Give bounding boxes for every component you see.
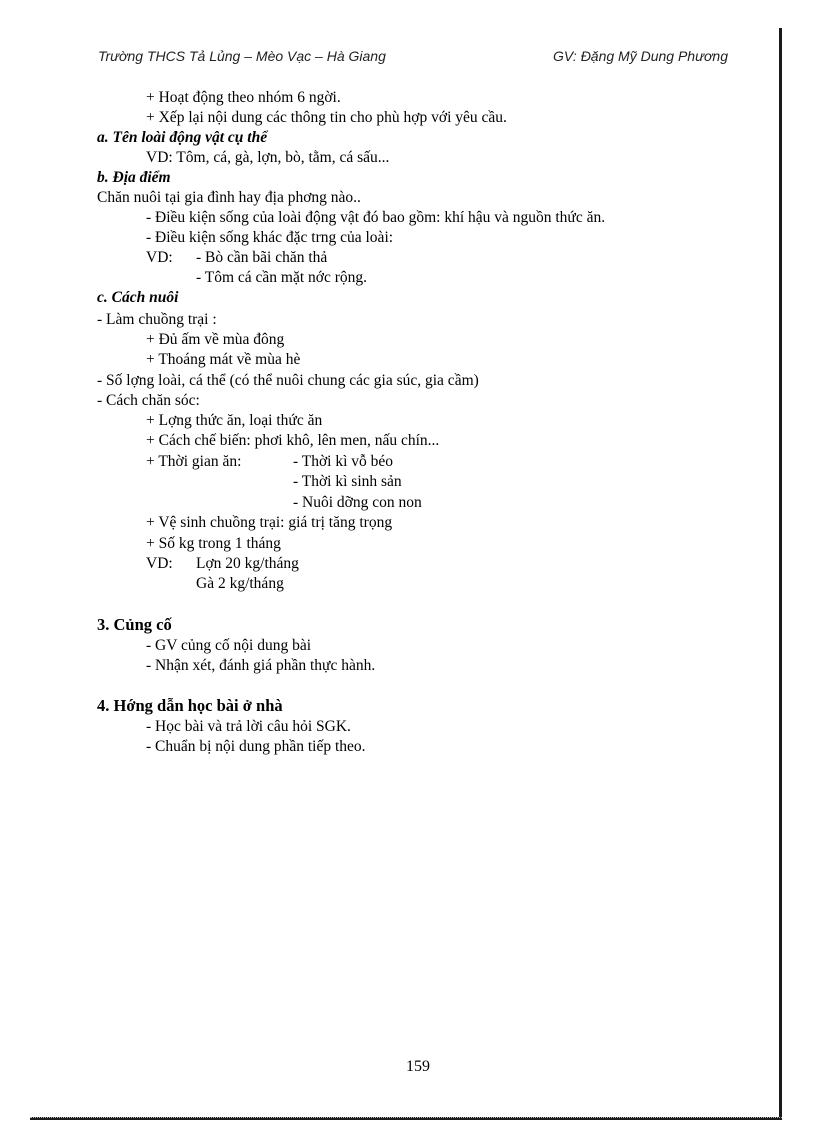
text-line: + Lợng thức ăn, loại thức ăn — [146, 412, 323, 429]
text-line: - GV củng cố nội dung bài — [146, 637, 312, 654]
text-line: - Làm chuồng trại : — [97, 311, 217, 328]
text-line: - Bò cần bãi chăn thả — [196, 249, 328, 266]
header-school: Trường THCS Tả Lủng – Mèo Vạc – Hà Giang — [98, 48, 386, 64]
text-line: - Thời kì vỗ béo — [293, 453, 394, 470]
text-line: + Đủ ấm về mùa đông — [146, 331, 285, 348]
text-line: + Cách chế biến: phơi khô, lên men, nấu chín... — [146, 432, 440, 449]
text-line: VD: — [146, 249, 173, 266]
footer-divider — [30, 1117, 782, 1118]
page-number: 159 — [406, 1058, 430, 1075]
text-line: VD: Tôm, cá, gà, lợn, bò, tằm, cá sấu... — [146, 149, 390, 166]
text-line: - Nhận xét, đánh giá phần thực hành. — [146, 657, 376, 674]
section-heading-4: 4. Hớng dẫn học bài ở nhà — [97, 696, 283, 715]
text-line: + Hoạt động theo nhóm 6 ngời. — [146, 89, 341, 106]
section-heading-a: a. Tên loài động vật cụ thể — [97, 129, 268, 146]
text-line: Chăn nuôi tại gia đình hay địa phơng nào.. — [97, 189, 361, 206]
text-line: - Điều kiện sống của loài động vật đó bao gồm: khí hậu và nguồn thức ăn. — [146, 209, 606, 226]
text-line: + Số kg trong 1 tháng — [146, 535, 281, 552]
header-teacher: GV: Đặng Mỹ Dung Phương — [552, 48, 728, 64]
section-heading-c: c. Cách nuôi — [97, 289, 179, 306]
section-heading-3: 3. Củng cố — [97, 615, 172, 634]
text-line: Gà 2 kg/tháng — [196, 575, 284, 592]
text-line: - Thời kì sinh sản — [293, 473, 402, 490]
text-line: - Học bài và trả lời câu hỏi SGK. — [146, 718, 351, 735]
text-line: + Thoáng mát về mùa hè — [146, 351, 301, 368]
text-line: - Số lợng loài, cá thể (có thể nuôi chung các gia súc, gia cầm) — [97, 372, 479, 389]
section-heading-b: b. Địa điểm — [97, 169, 171, 186]
text-line: Lợn 20 kg/tháng — [196, 555, 299, 572]
text-line: + Thời gian ăn: — [146, 453, 242, 470]
text-line: - Điều kiện sống khác đặc trng của loài: — [146, 229, 394, 246]
text-line: - Chuẩn bị nội dung phần tiếp theo. — [146, 738, 366, 755]
text-line: + Xếp lại nội dung các thông tin cho phù hợp với yêu cầu. — [146, 109, 507, 126]
text-line: - Nuôi dỡng con non — [293, 494, 422, 511]
text-line: VD: — [146, 555, 173, 572]
page-header — [98, 48, 728, 68]
text-line: - Tôm cá cần mặt nớc rộng. — [196, 269, 368, 286]
text-line: + Vệ sinh chuồng trại: giá trị tăng trọng — [146, 514, 393, 531]
text-line: - Cách chăn sóc: — [97, 392, 200, 409]
